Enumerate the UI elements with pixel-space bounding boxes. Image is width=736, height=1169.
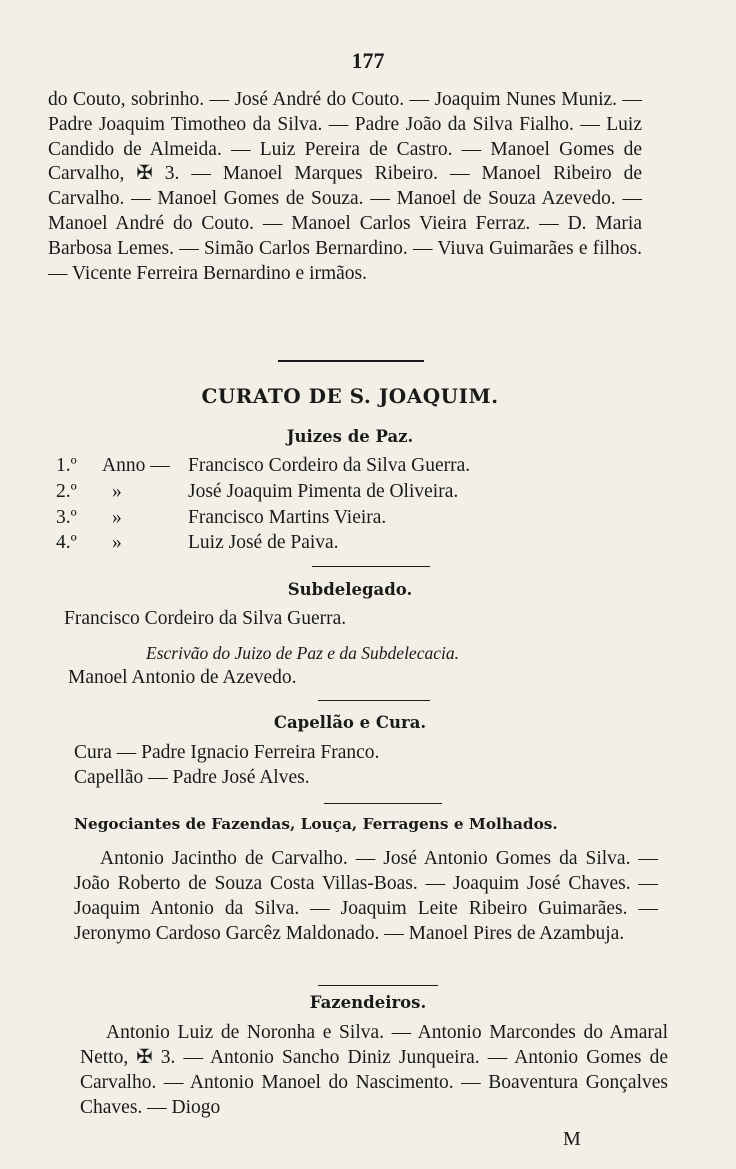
- subdelegado-heading: Subdelegado.: [287, 580, 413, 599]
- section-divider: [324, 803, 442, 804]
- judge-row: [56, 481, 458, 503]
- judge-name: José Joaquim Pimenta de Oliveira.: [188, 481, 459, 502]
- curato-title: CURATO DE S. JOAQUIM.: [201, 384, 499, 408]
- intro-paragraph: do Couto, sobrinho. — José André do Couto. — Joaquim Nunes Muniz. — Padre Joaquim Timotheo da Silva. — Padre João da Silva Fialho. — Luiz Candido de Almeida. — Luiz Pereira de Castro. — Manoel Gomes de Carvalho, ✠ 3. — Manoel Marques Ribeiro. — Manoel Ribeiro de Carvalho. — Manoel Gomes de Souza. — Manoel de Souza Azevedo. — Manoel André do Couto. — Manoel Carlos Vieira Ferraz. — D. Maria Barbosa Lemes. — Simão Carlos Bernardino. — Viuva Guimarães e filhos. — Vicente Ferreira Bernardino e irmãos.: [48, 89, 642, 284]
- judge-ordinal: 3.º: [56, 507, 77, 528]
- capellao-heading: Capellão e Cura.: [273, 713, 427, 732]
- fazendeiros-heading: Fazendeiros.: [309, 993, 427, 1012]
- section-divider: [278, 360, 424, 362]
- section-divider: [312, 566, 430, 567]
- judge-row: [56, 455, 470, 477]
- juizes-heading: Juizes de Paz.: [286, 427, 414, 446]
- negociantes-heading: Negociantes de Fazendas, Louça, Ferragens e Molhados.: [74, 815, 558, 833]
- judge-row: [56, 532, 339, 554]
- capellao-line: Capellão — Padre José Alves.: [74, 767, 310, 788]
- section-divider: [318, 985, 438, 986]
- judge-term: »: [112, 481, 122, 502]
- fazendeiros-paragraph: Antonio Luiz de Noronha e Silva. — Antonio Marcondes do Amaral Netto, ✠ 3. — Antonio Sancho Diniz Junqueira. — Antonio Gomes de Carvalho. — Antonio Manoel do Nascimento. — Boaventura Gonçalves Chaves. — Diogo: [80, 1022, 668, 1118]
- judge-name: Luiz José de Paiva.: [188, 532, 339, 553]
- judge-ordinal: 1.º: [56, 455, 77, 476]
- judge-row: [56, 507, 386, 529]
- judge-ordinal: 4.º: [56, 532, 77, 553]
- escrivao-label: Escrivão do Juizo de Paz e da Subdelecacia.: [146, 643, 459, 663]
- signature-mark: M: [563, 1128, 581, 1150]
- judge-term: »: [112, 507, 122, 528]
- judge-term: Anno —: [102, 455, 170, 476]
- negociantes-paragraph: Antonio Jacintho de Carvalho. — José Antonio Gomes da Silva. — João Roberto de Souza Costa Villas-Boas. — Joaquim José Chaves. — Joaquim Antonio da Silva. — Joaquim Leite Ribeiro Guimarães. — Jeronymo Cardoso Garcêz Maldonado. — Manoel Pires de Azambuja.: [74, 848, 658, 944]
- escrivao-name: Manoel Antonio de Azevedo.: [68, 667, 297, 688]
- cura-line: Cura — Padre Ignacio Ferreira Franco.: [74, 742, 380, 763]
- judge-name: Francisco Cordeiro da Silva Guerra.: [188, 455, 471, 476]
- judge-name: Francisco Martins Vieira.: [188, 507, 387, 528]
- judge-ordinal: 2.º: [56, 481, 77, 502]
- page-number: 177: [351, 48, 385, 73]
- subdelegado-name: Francisco Cordeiro da Silva Guerra.: [64, 608, 347, 629]
- section-divider: [318, 700, 430, 701]
- judge-term: »: [112, 532, 122, 553]
